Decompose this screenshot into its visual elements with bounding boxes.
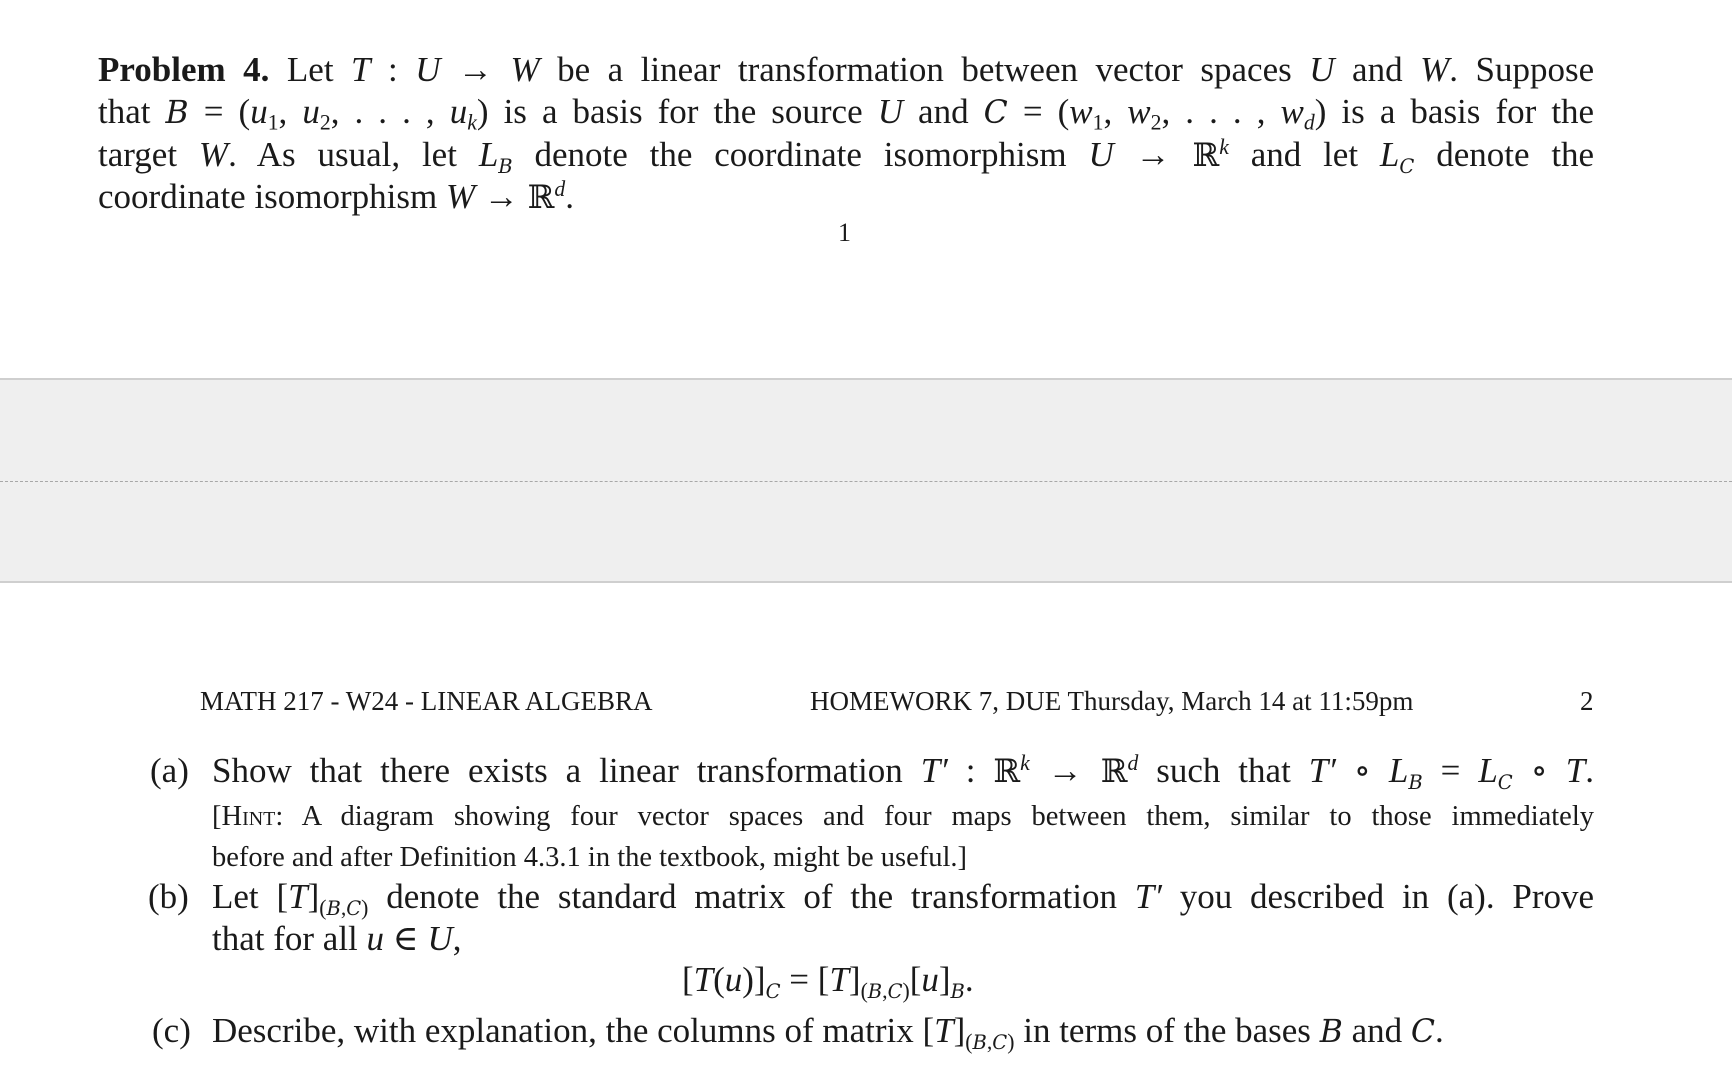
- problem-line-1: Problem 4. Let T : U → W be a linear transformation between vector spaces U and W. Suppose: [98, 50, 1595, 89]
- page-break-gap: [0, 378, 1732, 583]
- part-b-equation: $[T(u)]_C = [T]_{(B,C)}[u]_B$.: [682, 960, 974, 1003]
- page-number-1: 1: [838, 218, 851, 247]
- part-a-text: Show that there exists a linear transformation T′ : ℝ$^k$ → ℝ$^d$ such that T′ ∘ $L_B = L_C$ ∘ T.: [212, 751, 1594, 794]
- part-b-text: Let $[T]_{(B,C)}$ denote the standard matrix of the transformation T′ you described in (a). Prove: [212, 877, 1595, 920]
- page-break-divider: [0, 481, 1732, 482]
- problem-line-3: target W. As usual, let $L_B$ denote the coordinate isomorphism U → ℝ$^k$ and let $L_C$ denote the: [98, 135, 1595, 178]
- part-c-label: (c): [152, 1011, 191, 1050]
- part-a-hint: [Hint: A diagram showing four vector spaces and four maps between them, similar to those immediately before and after Definition 4.3.1 in the textbook, might be useful.]: [212, 801, 1594, 873]
- page-1: [0, 0, 1732, 378]
- problem-line-2: that $B = (u_1$, $u_2$, . . . , $u_k$) is a basis for the source U and $C = (w_1$, $w_2$, . . . , $w_d$) is a basis for the: [98, 92, 1595, 135]
- problem-label: Problem 4.: [98, 50, 270, 89]
- part-c-text: Describe, with explanation, the columns of matrix $[T]_{(B,C)}$ in terms of the bases B and C.: [212, 1011, 1444, 1054]
- header-homework: HOMEWORK 7, DUE Thursday, March 14 at 11:59pm: [810, 686, 1414, 716]
- part-b-text-2: that for all u ∈ U,: [212, 919, 462, 958]
- problem-line-4: coordinate isomorphism W → ℝ$^d$.: [98, 177, 575, 216]
- header-page-number: 2: [1580, 686, 1594, 716]
- part-b-label: (b): [148, 877, 189, 916]
- part-a-label: (a): [150, 751, 189, 790]
- hint-label: Hint:: [221, 801, 284, 832]
- problem-4-statement: [98, 49, 1594, 218]
- header-course: MATH 217 - W24 - LINEAR ALGEBRA: [200, 686, 653, 716]
